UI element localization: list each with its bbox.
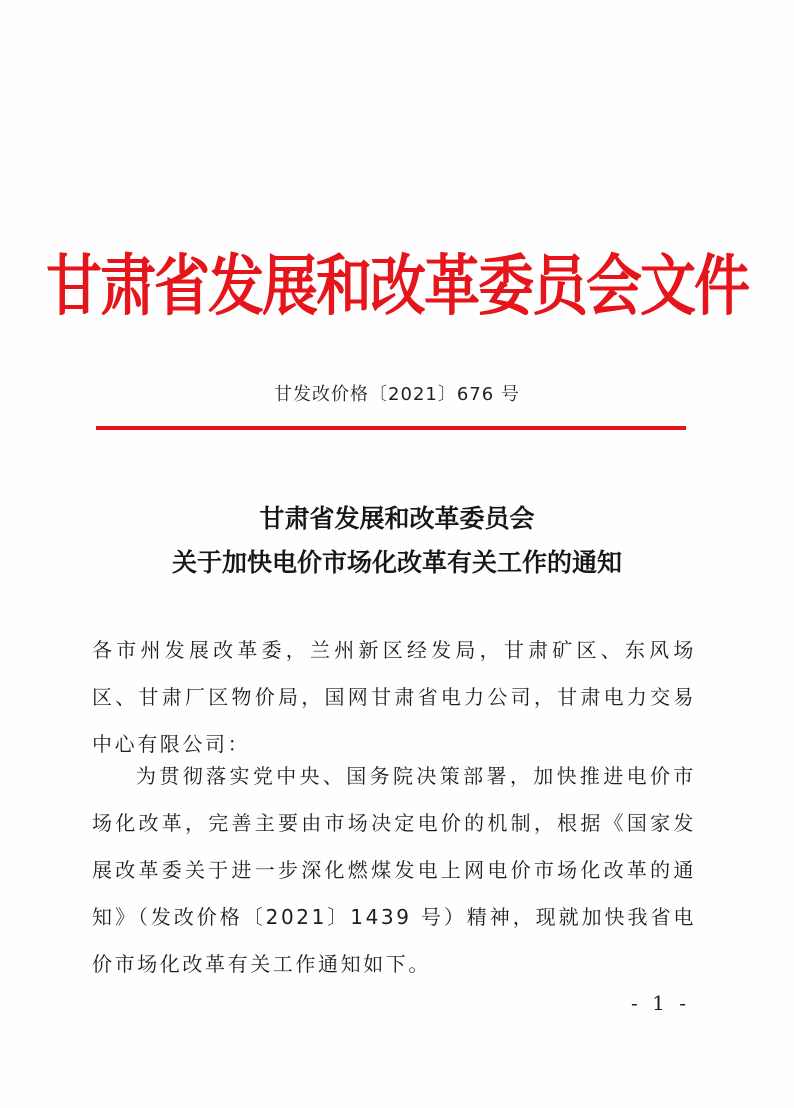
body-paragraph-1: 为贯彻落实党中央、国务院决策部署，加快推进电价市场化改革，完善主要由市场决定电价的机制，根据《国家发展改革委关于进一步深化燃煤发电上网电价市场化改革的通知》（发改价格〔2021〕1439 号）精神，现就加快我省电价市场化改革有关工作通知如下。 <box>92 764 696 976</box>
page-number: - 1 - <box>631 991 690 1015</box>
agency-header-title: 甘肃省发展和改革委员会文件 <box>46 247 748 325</box>
document-number: 甘发改价格〔2021〕676 号 <box>274 384 520 405</box>
notice-title-line-2: 关于加快电价市场化改革有关工作的通知 <box>171 548 622 577</box>
notice-title-line-1: 甘肃省发展和改革委员会 <box>259 504 535 533</box>
notice-title <box>0 497 794 585</box>
recipients-paragraph: 各市州发展改革委，兰州新区经发局，甘肃矿区、东风场区、甘肃厂区物价局，国网甘肃省电力公司，甘肃电力交易中心有限公司： <box>92 638 696 756</box>
red-separator-line <box>96 426 686 430</box>
